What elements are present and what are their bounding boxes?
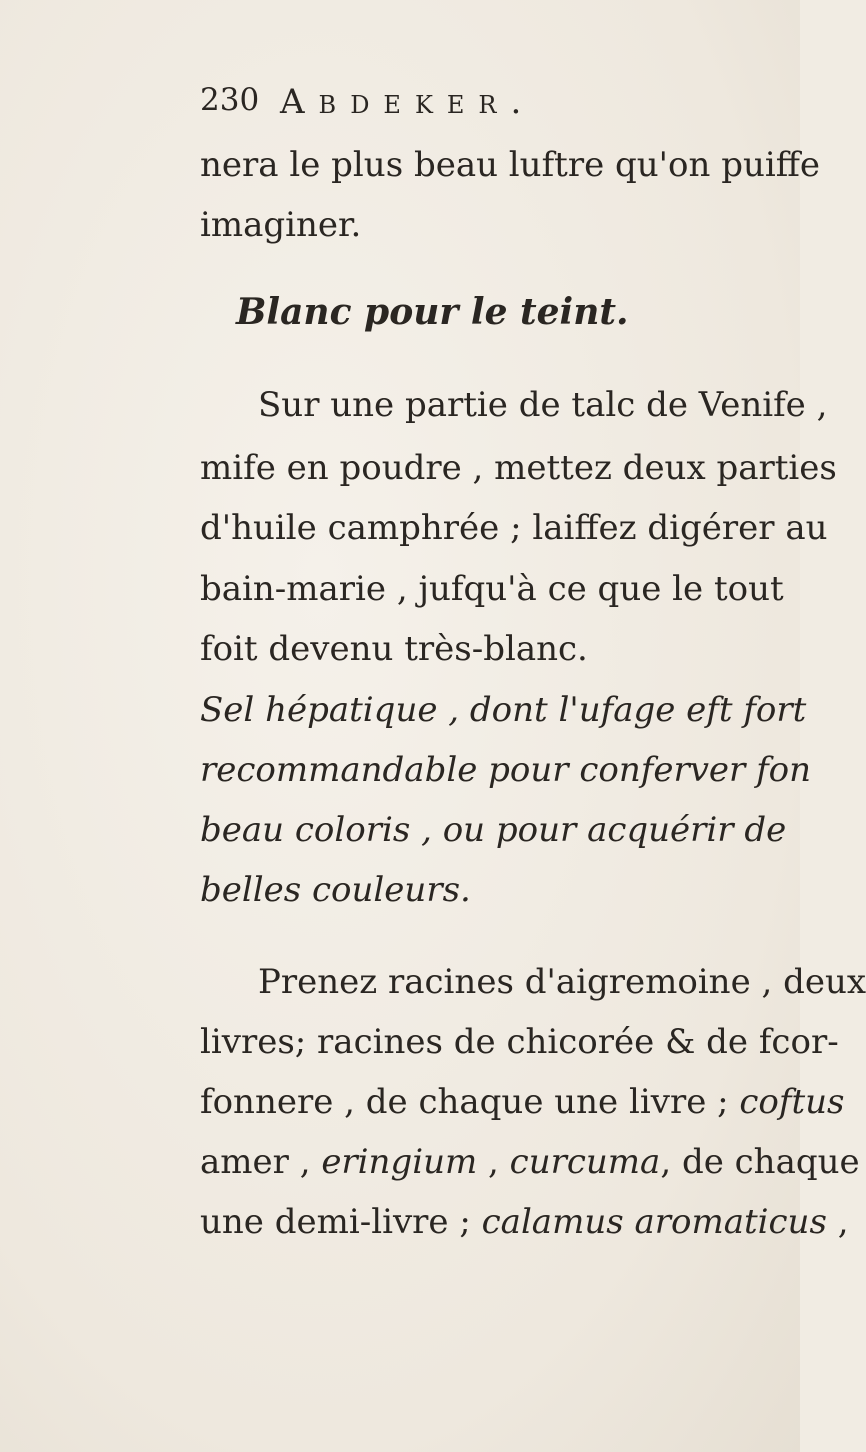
text-line: foit devenu très-blanc. bbox=[200, 629, 588, 669]
text-line: d'huile camphrée ; laiffez digérer au bbox=[200, 508, 828, 548]
section-title: Blanc pour le teint. bbox=[236, 291, 629, 333]
text-line: beau coloris , ou pour acquérir de bbox=[200, 810, 787, 850]
text-span: , de chaque bbox=[660, 1142, 860, 1182]
text-line bbox=[200, 1082, 845, 1122]
text-line: livres; racines de chicorée & de fcor- bbox=[200, 1022, 839, 1062]
text-span-italic: coftus bbox=[739, 1082, 845, 1122]
text-line bbox=[200, 1142, 860, 1182]
page-header bbox=[200, 82, 670, 132]
text-span: fonnere , de chaque une livre ; bbox=[200, 1082, 740, 1122]
text-line: recommandable pour conferver fon bbox=[200, 750, 812, 790]
running-head: Abdeker. bbox=[280, 82, 536, 122]
text-span: , bbox=[477, 1142, 510, 1182]
text-line: nera le plus beau luftre qu'on puiffe bbox=[200, 145, 821, 185]
text-span: une demi-livre ; bbox=[200, 1202, 482, 1242]
text-line: Sel hépatique , dont l'ufage eft fort bbox=[200, 690, 807, 730]
text-line bbox=[200, 1202, 849, 1242]
text-line: belles couleurs. bbox=[200, 870, 471, 910]
page-number: 230 bbox=[200, 82, 260, 118]
text-line: Prenez racines d'aigremoine , deux bbox=[258, 962, 866, 1002]
text-line: imaginer. bbox=[200, 205, 362, 245]
text-span-italic: eringium bbox=[321, 1142, 478, 1182]
text-line: bain-marie , jufqu'à ce que le tout bbox=[200, 569, 784, 609]
text-span: amer , bbox=[200, 1142, 322, 1182]
text-span: , bbox=[826, 1202, 849, 1242]
text-line: Sur une partie de talc de Venife , bbox=[258, 385, 828, 425]
text-span-italic: curcuma bbox=[509, 1142, 661, 1182]
text-span-italic: calamus aromaticus bbox=[481, 1202, 827, 1242]
text-line: mife en poudre , mettez deux parties bbox=[200, 448, 837, 488]
